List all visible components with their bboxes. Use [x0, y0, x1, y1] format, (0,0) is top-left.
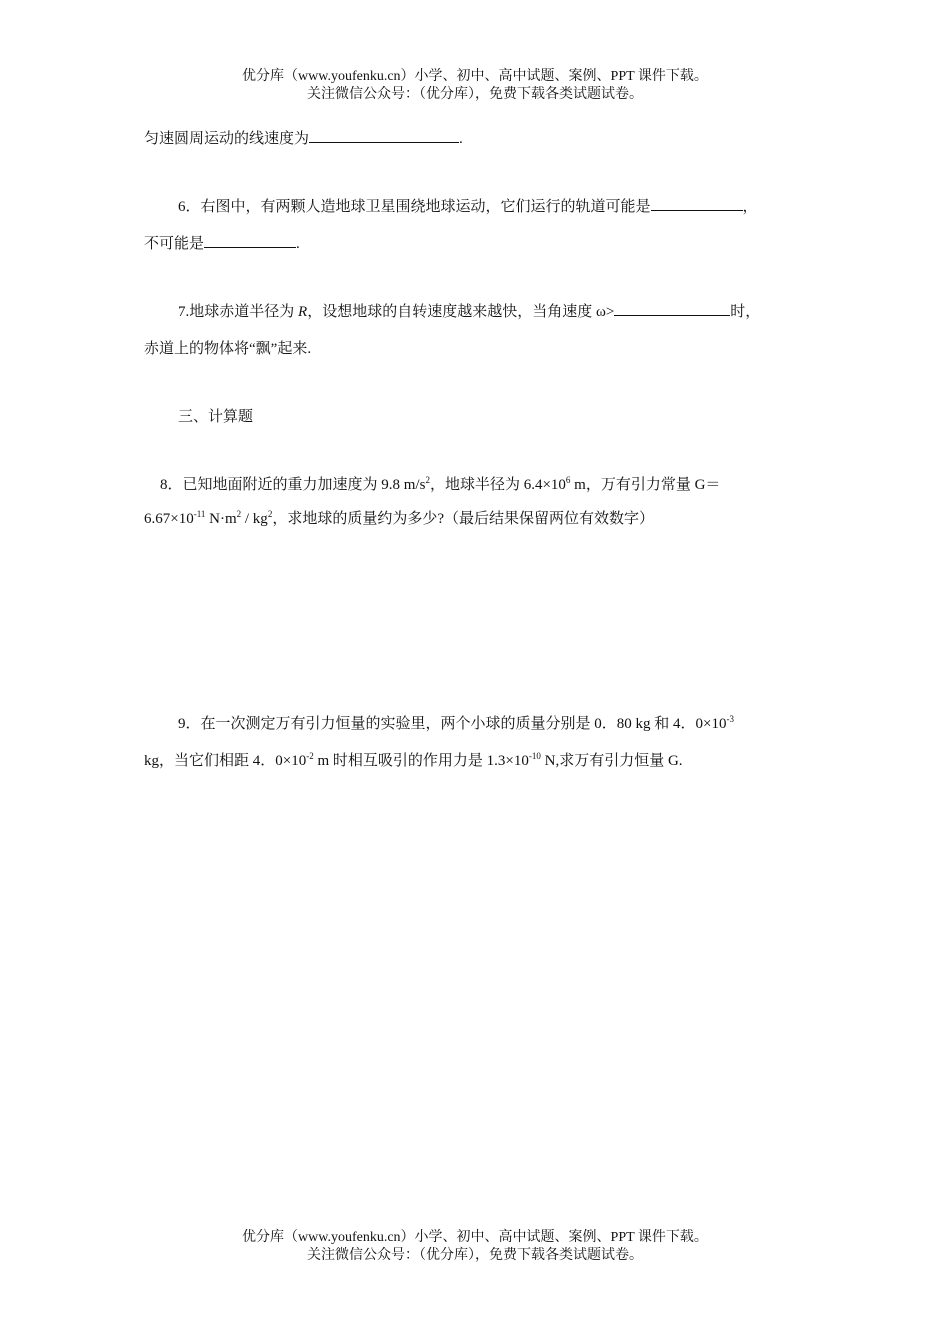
- q8-l2-sup2: 2: [236, 509, 242, 519]
- page-header: [0, 68, 950, 104]
- q8-l1-b: ，地球半径为 6.4×10: [429, 477, 566, 493]
- question-8-line-2: [144, 509, 654, 529]
- question-7-line-2: [144, 339, 311, 359]
- q9-l2-c: N,求万有引力恒量 G.: [540, 753, 683, 769]
- q9-l2-sup2: -10: [528, 751, 541, 761]
- q9-l2-a: kg，当它们相距 4．0×10: [144, 753, 307, 769]
- q7-mid: ，设想地球的自转速度越来越快，当角速度 ω>: [307, 304, 615, 320]
- q8-l2-a: 6.67×10: [144, 511, 194, 527]
- q6-line2-end: .: [296, 236, 300, 252]
- question-6-line-2: [144, 233, 300, 254]
- q6-answer-blank-2: [204, 233, 296, 248]
- q8-l1-a: 8．已知地面附近的重力加速度为 9.8 m/s: [160, 477, 426, 493]
- q8-l2-b: N·m: [205, 511, 237, 527]
- q7-answer-blank: [614, 301, 730, 316]
- question-9-line-2: [144, 751, 683, 771]
- question-8-line-1: [160, 475, 720, 495]
- section-3-heading: 三、计算题: [178, 409, 254, 425]
- q8-l1-sup1: 2: [425, 475, 430, 485]
- q9-l2-sup1: -2: [306, 751, 314, 761]
- q9-l1-a: 9．在一次测定万有引力恒量的实验里，两个小球的质量分别是 0．80 kg 和 4．0×10: [178, 716, 727, 732]
- q8-l2-c: / kg: [241, 511, 268, 527]
- question-6-line-1: [178, 196, 758, 217]
- q8-l1-sup2: 6: [565, 475, 571, 485]
- q5-answer-blank: [309, 128, 459, 143]
- question-9-line-1: [178, 714, 734, 734]
- q7-var-r: R: [298, 304, 308, 320]
- q6-line1-end: ，: [742, 199, 758, 215]
- question-7-line-1: [178, 301, 760, 322]
- section-heading-calculation: [178, 407, 253, 427]
- question-5-tail: [144, 128, 463, 149]
- footer-line-2: 关注微信公众号：（优分库），免费下载各类试题试卷。: [307, 1248, 643, 1263]
- header-line-1: 优分库（www.youfenku.cn）小学、初中、高中试题、案例、PPT 课件下载。: [242, 69, 708, 84]
- q8-l1-c: m，万有引力常量 G＝: [570, 477, 721, 493]
- q9-l1-sup1: -3: [726, 714, 734, 724]
- q8-l2-sup3: 2: [267, 509, 273, 519]
- q8-l2-sup1: -11: [193, 509, 206, 519]
- q5-text: 匀速圆周运动的线速度为: [144, 131, 310, 147]
- footer-line-1: 优分库（www.youfenku.cn）小学、初中、高中试题、案例、PPT 课件下载。: [242, 1230, 708, 1245]
- q9-l2-b: m 时相互吸引的作用力是 1.3×10: [313, 753, 529, 769]
- q7-line2-text: 赤道上的物体将“飘”起来.: [144, 341, 312, 357]
- q7-line1-end: 时，: [730, 304, 761, 320]
- q6-line2-text: 不可能是: [144, 236, 205, 252]
- q8-l2-d: ，求地球的质量约为多少?（最后结果保留两位有效数字）: [272, 511, 654, 527]
- q5-end: .: [459, 131, 463, 147]
- q6-text: 6．右图中，有两颗人造地球卫星围绕地球运动，它们运行的轨道可能是: [178, 199, 651, 215]
- header-line-2: 关注微信公众号：（优分库），免费下载各类试题试卷。: [307, 87, 643, 102]
- q6-answer-blank-1: [651, 196, 743, 211]
- q7-text: 7.地球赤道半径为: [178, 304, 299, 320]
- page-footer: [0, 1229, 950, 1265]
